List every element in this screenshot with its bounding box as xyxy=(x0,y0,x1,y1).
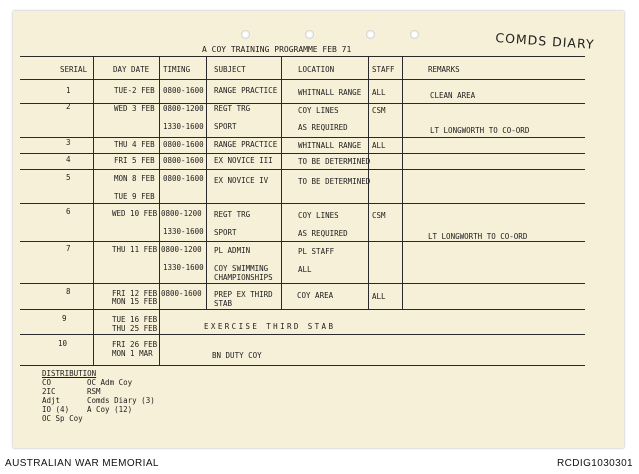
subject: PL ADMIN xyxy=(214,246,251,255)
header-timing: TIMING xyxy=(163,65,191,74)
timing: 0800-1200 xyxy=(161,245,202,254)
distribution-heading: DISTRIBUTION xyxy=(42,369,97,378)
serial-number: 8 xyxy=(66,287,71,296)
table-column-divider xyxy=(402,56,403,309)
staff: CSM xyxy=(372,211,386,220)
day-date: THU 25 FEB xyxy=(112,324,158,333)
subject: EX NOVICE IV xyxy=(214,176,269,185)
table-column-divider xyxy=(159,56,160,365)
header-day-date: DAY DATE xyxy=(113,65,150,74)
location: TO BE DETERMINED xyxy=(298,157,371,166)
staff: CSM xyxy=(372,106,386,115)
subject: PREP EX THIRD xyxy=(214,290,273,299)
punch-hole xyxy=(305,30,314,39)
distribution-item: RSM xyxy=(87,387,101,396)
location: TO BE DETERMINED xyxy=(298,177,371,186)
subject: EX NOVICE III xyxy=(214,156,273,165)
serial-number: 4 xyxy=(66,155,71,164)
timing: 1330-1600 xyxy=(163,227,204,236)
day-date: FRI 12 FEB xyxy=(112,289,158,298)
table-rule xyxy=(20,365,585,366)
table-rule xyxy=(20,153,585,154)
header-location: LOCATION xyxy=(298,65,335,74)
serial-number: 1 xyxy=(66,86,71,95)
location: AS REQUIRED xyxy=(298,123,348,132)
serial-number: 9 xyxy=(62,314,67,323)
distribution-item: 2IC xyxy=(42,387,56,396)
table-rule xyxy=(20,137,585,138)
table-rule xyxy=(20,334,585,335)
day-date: FRI 26 FEB xyxy=(112,340,158,349)
location: COY LINES xyxy=(298,106,339,115)
day-date: WED 10 FEB xyxy=(112,209,158,218)
subject: STAB xyxy=(214,299,233,308)
serial-number: 6 xyxy=(66,207,71,216)
staff: ALL xyxy=(372,292,386,301)
header-remarks: REMARKS xyxy=(428,65,460,74)
punch-hole xyxy=(241,30,250,39)
remarks: LT LONGWORTH TO CO-ORD xyxy=(428,232,528,241)
subject: SPORT xyxy=(214,122,237,131)
location: COY AREA xyxy=(297,291,334,300)
document-title: A COY TRAINING PROGRAMME FEB 71 xyxy=(202,45,352,54)
distribution-item: A Coy (12) xyxy=(87,405,133,414)
timing: 0800-1600 xyxy=(163,156,204,165)
day-date: MON 8 FEB xyxy=(114,174,155,183)
location: COY LINES xyxy=(298,211,339,220)
header-subject: SUBJECT xyxy=(214,65,246,74)
footer-identifier: RCDIG1030301 xyxy=(557,458,633,469)
distribution-item: Comds Diary (3) xyxy=(87,396,155,405)
handwritten-annotation: COMDS DIARY xyxy=(494,30,596,52)
table-rule xyxy=(20,241,585,242)
timing: 1330-1600 xyxy=(163,122,204,131)
subject: REGT TRG xyxy=(214,210,251,219)
distribution-item: CO xyxy=(42,378,52,387)
table-rule xyxy=(20,309,585,310)
day-date: TUE 9 FEB xyxy=(114,192,155,201)
header-serial: SERIAL xyxy=(60,65,88,74)
punch-hole xyxy=(410,30,419,39)
footer-source: AUSTRALIAN WAR MEMORIAL xyxy=(5,458,159,469)
remarks: LT LONGWORTH TO CO-ORD xyxy=(430,126,530,135)
table-column-divider xyxy=(206,56,207,309)
distribution-item: Adjt xyxy=(42,396,61,405)
timing: 0800-1600 xyxy=(163,86,204,95)
timing: 0800-1600 xyxy=(163,174,204,183)
staff: ALL xyxy=(372,88,386,97)
day-date: THU 11 FEB xyxy=(112,245,158,254)
header-staff: STAFF xyxy=(372,65,395,74)
table-rule xyxy=(20,103,585,104)
location: PL STAFF xyxy=(298,247,335,256)
exercise-entry: EXERCISE THIRD STAB xyxy=(204,322,336,331)
location: AS REQUIRED xyxy=(298,229,348,238)
timing: 0800-1600 xyxy=(161,289,202,298)
distribution-item: OC Adm Coy xyxy=(87,378,133,387)
table-rule xyxy=(20,203,585,204)
serial-number: 5 xyxy=(66,173,71,182)
table-rule xyxy=(20,169,585,170)
timing: 1330-1600 xyxy=(163,263,204,272)
serial-number: 10 xyxy=(58,339,68,348)
day-date: THU 4 FEB xyxy=(114,140,155,149)
day-date: MON 15 FEB xyxy=(112,297,158,306)
serial-number: 7 xyxy=(66,244,71,253)
timing: 0800-1600 xyxy=(163,140,204,149)
day-date: TUE 16 FEB xyxy=(112,315,158,324)
table-column-divider xyxy=(281,56,282,309)
subject: REGT TRG xyxy=(214,104,251,113)
location: ALL xyxy=(298,265,312,274)
day-date: FRI 5 FEB xyxy=(114,156,155,165)
subject: COY SWIMMING xyxy=(214,264,269,273)
day-date: MON 1 MAR xyxy=(112,349,153,358)
table-column-divider xyxy=(93,56,94,365)
remarks: CLEAN AREA xyxy=(430,91,476,100)
subject: SPORT xyxy=(214,228,237,237)
subject: RANGE PRACTICE xyxy=(214,86,278,95)
distribution-item: IO (4) xyxy=(42,405,70,414)
location: WHITNALL RANGE xyxy=(298,88,362,97)
punch-hole xyxy=(366,30,375,39)
table-rule xyxy=(20,79,585,80)
table-rule xyxy=(20,283,585,284)
subject: CHAMPIONSHIPS xyxy=(214,273,273,282)
day-date: TUE-2 FEB xyxy=(114,86,155,95)
serial-number: 3 xyxy=(66,138,71,147)
day-date: WED 3 FEB xyxy=(114,104,155,113)
timing: 0800-1200 xyxy=(163,104,204,113)
table-rule xyxy=(20,56,585,57)
duty-entry: BN DUTY COY xyxy=(212,351,262,360)
timing: 0800-1200 xyxy=(161,209,202,218)
location: WHITNALL RANGE xyxy=(298,141,362,150)
serial-number: 2 xyxy=(66,102,71,111)
subject: RANGE PRACTICE xyxy=(214,140,278,149)
distribution-item: OC Sp Coy xyxy=(42,414,83,423)
staff: ALL xyxy=(372,141,386,150)
